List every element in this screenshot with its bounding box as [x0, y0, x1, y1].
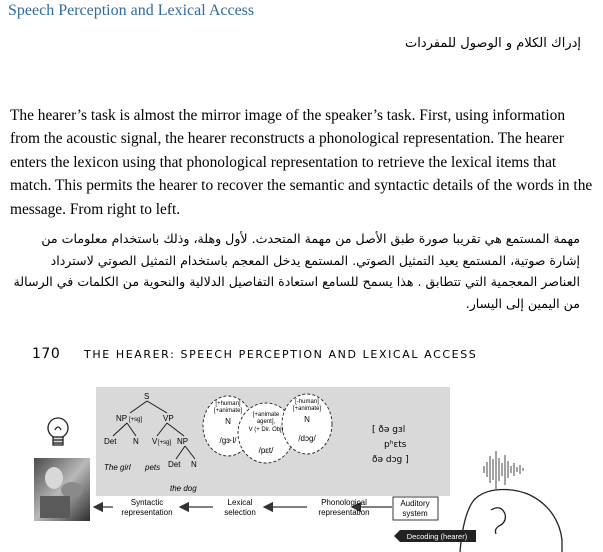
book-page-number: 170 [32, 346, 61, 362]
head-profile-icon [460, 490, 562, 552]
lex-dog-feature-2: [+animate] [292, 406, 322, 412]
arabic-title: إدراك الكلام و الوصول للمفردات [404, 36, 581, 51]
lex-dog-phonology: /dɔg/ [298, 434, 316, 443]
tree-node-N: N [133, 437, 139, 446]
tree-node-VP: VP [163, 414, 174, 423]
tree-node-V: V [152, 437, 158, 446]
tree-node-NP: NP [116, 414, 128, 423]
lightbulb-icon [48, 418, 68, 445]
label-syntactic: Syntactic [130, 498, 164, 507]
lex-girl-phonology: /gɜ˞l/ [219, 436, 237, 445]
tree-feature-np: [+sg] [129, 417, 143, 423]
tree-node-det: Det [104, 437, 117, 446]
phonetic-line-2: pʰɛts [384, 440, 407, 450]
girl-and-dog-photo [34, 458, 90, 521]
tree-word-the-dog: the dog [170, 484, 197, 493]
phonetic-line-1: [ ðə gɜl [372, 425, 406, 435]
lex-girl-feature-2: [+animate] [213, 408, 243, 414]
lex-pet-feature-2: agent], [256, 419, 276, 425]
lex-pet-feature-1: [+animate [252, 412, 280, 418]
phonetic-line-3: ðə dɔg ] [372, 455, 409, 465]
label-decoding: Decoding (hearer) [406, 532, 468, 541]
label-syntactic-representation: representation [121, 508, 173, 517]
tree-word-the-girl: The girl [104, 463, 131, 472]
tree-node-NP2: NP [177, 437, 189, 446]
lex-dog-category: N [304, 415, 310, 424]
lex-dog-feature-1: [-human] [295, 399, 319, 405]
tree-node-N2: N [191, 460, 197, 469]
label-phonological: Phonological [321, 498, 367, 507]
decoding-banner [394, 530, 476, 542]
label-auditory: Auditory [400, 499, 430, 508]
running-head: THE HEARER: SPEECH PERCEPTION AND LEXICAL ACCESS [84, 348, 478, 361]
tree-node-S: S [144, 392, 150, 401]
lex-girl-feature-1: [+human] [215, 401, 241, 407]
label-auditory-system: system [402, 509, 428, 518]
label-phonological-representation: representation [318, 508, 370, 517]
lex-pet-phonology: /pɛt/ [258, 446, 274, 455]
english-paragraph: The hearer’s task is almost the mirror image of the speaker’s task. First, using information from the acoustic signal, the hearer reconstructs a phonological representation. The hearer enters the lexicon using that phonological representation to retrieve the lexical items that match. This permits the hearer to recover the semantic and syntactic details of the words in the message. From right to left. [10, 107, 593, 218]
tree-feature-v: [+sg] [158, 440, 172, 446]
label-lexical: Lexical [227, 498, 253, 507]
page-title: Speech Perception and Lexical Access [8, 2, 255, 19]
lex-pet-category: V (+ Dir. Obj) [248, 427, 284, 433]
process-labels [121, 498, 369, 517]
lex-girl-category: N [225, 417, 231, 426]
tree-node-det2: Det [168, 460, 181, 469]
tree-word-pets: pets [145, 463, 161, 472]
arabic-paragraph: مهمة المستمع هي تقريبا صورة طبق الأصل من مهمة المتحدث. لأول وهلة، وذلك باستخدام معلومات من إشارة صوتية، المستمع يعيد التمثيل الصوتي. المستمع يدخل المعجم باستخدام التمثيل الصوتي لاسترداد العناصر المعجمية التي تتطابق . هذا يسمح للسامع استعادة التفاصيل الدلالية والنحوية من الكلمات في الرسالة من اليمين إلى اليسار. [13, 231, 580, 311]
label-lexical-selection: selection [224, 508, 256, 517]
waveform-icon [484, 451, 523, 489]
